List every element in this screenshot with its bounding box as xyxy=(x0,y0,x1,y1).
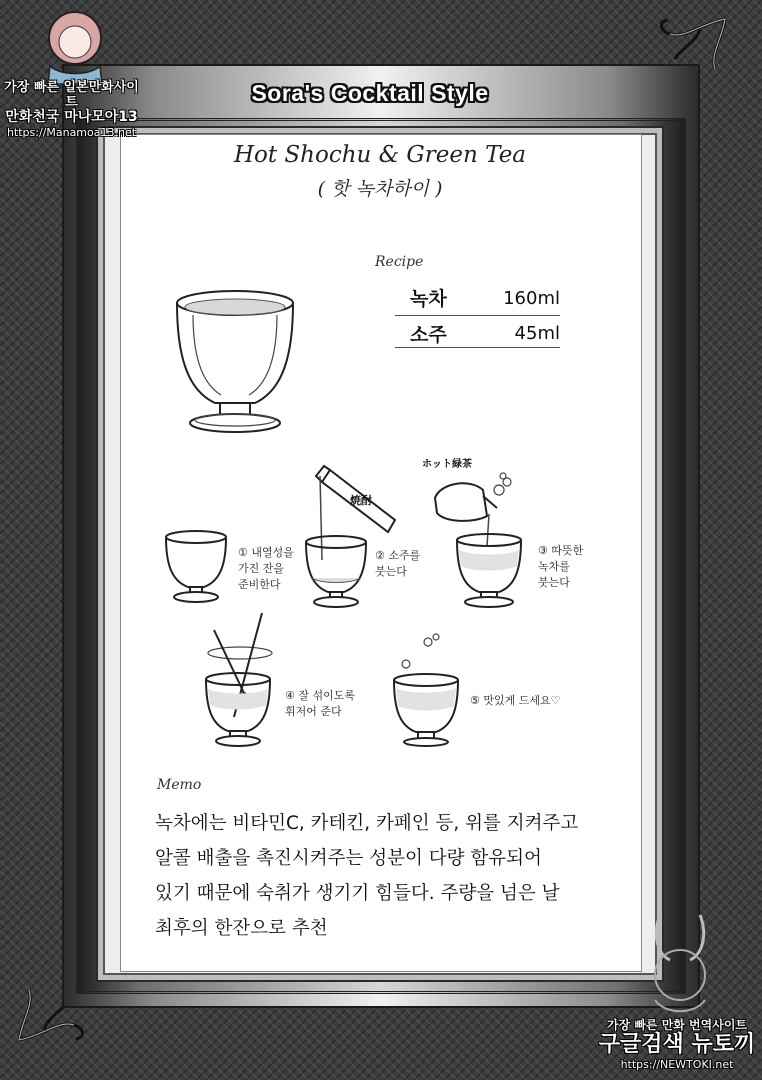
watermark-character-avatar xyxy=(40,6,110,84)
step-2-text: ② 소주를 붓는다 xyxy=(375,549,421,578)
step-4-stir-illustration xyxy=(200,605,280,750)
memo-label: Memo xyxy=(157,777,202,793)
step-1-glass-illustration xyxy=(160,525,232,607)
watermark-top-left: 가장 빠른 일본만화사이트 만화천국 마나모아13 https://Manamoa13.net xyxy=(4,80,139,139)
step-5-text: ⑤ 맛있게 드세요♡ xyxy=(470,694,561,707)
watermark-rabbit-character xyxy=(630,905,730,1015)
recipe-label: Recipe xyxy=(375,254,424,270)
watermark-bottom-right: 가장 빠른 만화 번역사이트 구글검색 뉴토끼 https://NEWTOKI.net xyxy=(598,1018,756,1071)
step-3-pour-green-tea-illustration xyxy=(425,468,535,608)
green-tea-pot-label: ホット緑茶 xyxy=(422,459,472,470)
ingredient-amount-shochu: 45ml xyxy=(514,323,560,344)
memo-text: 녹차에는 비타민C, 카테킨, 카페인 등, 위를 지켜주고 알콜 배출을 촉진시켜주는 성분이 다량 함유되어 있기 때문에 숙취가 생기기 힘들다. 주량을 넘은 날 최후의 한잔으로 추천 xyxy=(155,813,579,939)
step-2-pour-shochu-illustration xyxy=(300,460,410,610)
ingredient-amount-green-tea: 160ml xyxy=(503,288,560,309)
shochu-bottle-label: 焼酎 xyxy=(350,494,372,507)
ingredient-underline xyxy=(395,315,560,316)
ingredient-underline xyxy=(395,347,560,348)
heatproof-glass-illustration xyxy=(165,285,305,440)
banner-title: Sora's Cocktail Style xyxy=(251,80,489,106)
step-5-finished-drink-illustration xyxy=(390,632,470,747)
recipe-title: Hot Shochu & Green Tea xyxy=(233,142,527,168)
step-1-text: ① 내열성을 가진 잔을 준비한다 xyxy=(238,546,294,591)
step-4-text: ④ 잘 섞이도록 휘저어 준다 xyxy=(285,689,355,718)
step-3-text: ③ 따뜻한 녹차를 붓는다 xyxy=(538,544,584,589)
ingredient-name-green-tea: 녹차 xyxy=(410,288,447,310)
recipe-subtitle: ( 핫 녹차하이 ) xyxy=(317,178,443,200)
ingredient-name-shochu: 소주 xyxy=(410,324,447,346)
